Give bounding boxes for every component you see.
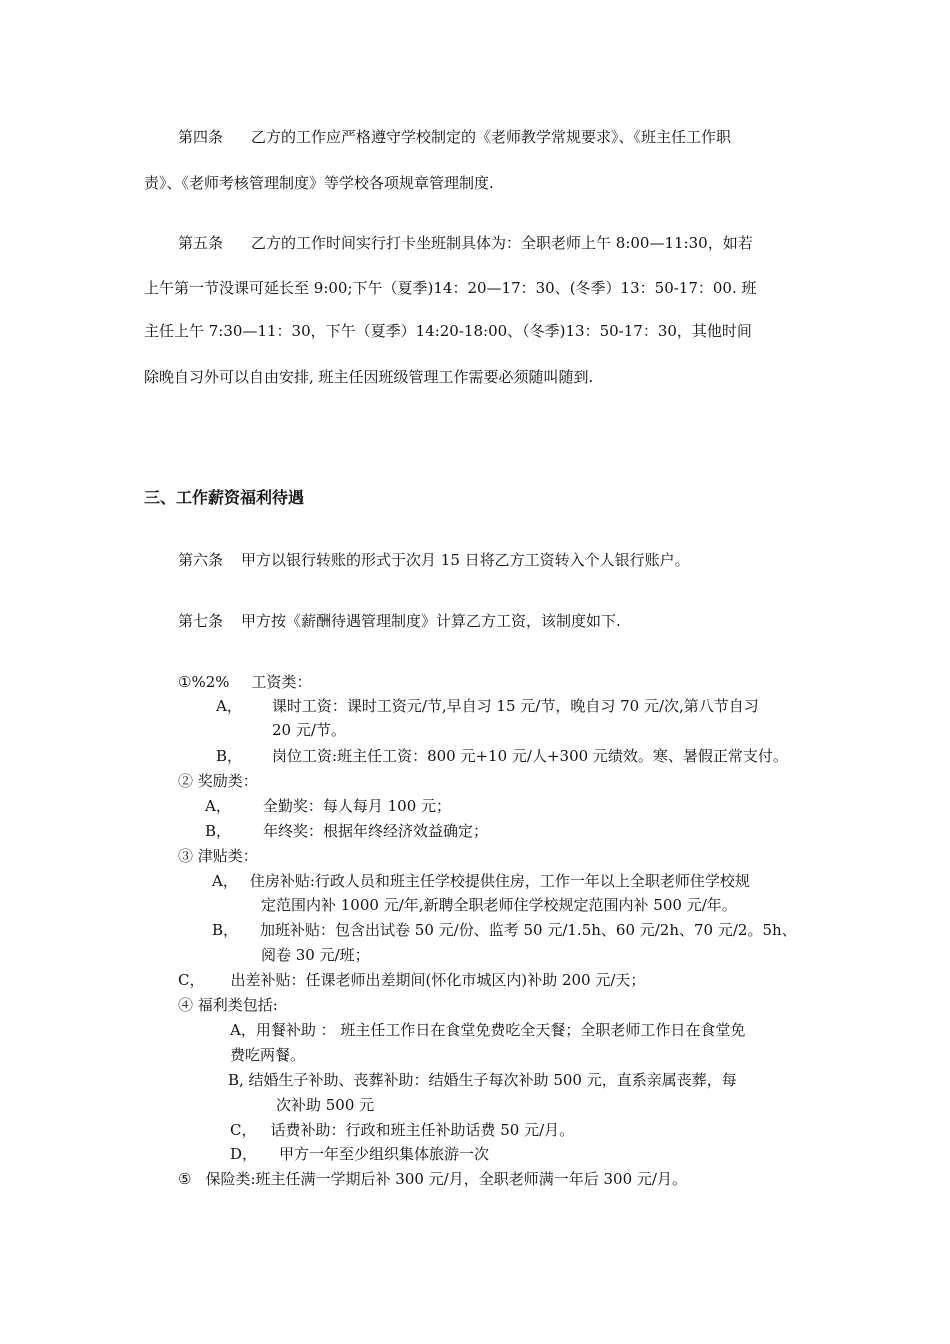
article-7 bbox=[178, 611, 621, 631]
category-1 bbox=[178, 672, 312, 692]
item-3a-line-1: A， 住房补贴:行政人员和班主任学校提供住房，工作一年以上全职老师住学校规 bbox=[212, 872, 750, 890]
item-3c: C， 出差补贴：任课老师出差期间(怀化市城区内)补助 200 元/天； bbox=[178, 971, 646, 989]
item-2a-marker: A， bbox=[205, 797, 231, 815]
item-3c-marker: C， bbox=[178, 971, 205, 989]
category-5-marker: ⑤ bbox=[178, 1170, 192, 1188]
category-1-title: 工资类： bbox=[251, 673, 312, 691]
item-2b-marker: B， bbox=[205, 822, 232, 840]
article-4-text: 乙方的工作应严格遵守学校制定的《老师教学常规要求》、《班主任工作职 bbox=[251, 128, 732, 146]
article-6 bbox=[178, 550, 690, 570]
section-heading: 三、工作薪资福利待遇 bbox=[144, 488, 305, 507]
item-2b: B， 年终奖：根据年终经济效益确定； bbox=[205, 822, 489, 840]
article-5-line-4: 除晚自习外可以自由安排, 班主任因班级管理工作需要必须随叫随到. bbox=[144, 368, 594, 386]
article-6-text: 甲方以银行转账的形式于次月 15 日将乙方工资转入个人银行账户。 bbox=[241, 551, 690, 569]
item-4b-line-2: 次补助 500 元 bbox=[276, 1096, 375, 1114]
item-1a-marker: A， bbox=[216, 697, 242, 715]
category-3: ③ 津贴类： bbox=[178, 847, 258, 865]
article-4-line-2: 责》、《老师考核管理制度》等学校各项规章管理制度. bbox=[144, 174, 494, 192]
item-4c-marker: C， bbox=[230, 1121, 257, 1139]
category-1-marker: ①%2% bbox=[178, 673, 230, 691]
category-2: ② 奖励类： bbox=[178, 772, 258, 790]
item-3b-line-2: 阅卷 30 元/班； bbox=[261, 946, 370, 964]
article-5-line-1 bbox=[178, 233, 753, 253]
article-7-text: 甲方按《薪酬待遇管理制度》计算乙方工资，该制度如下. bbox=[241, 612, 621, 630]
article-5-line-3: 主任上午 7:30—11：30，下午（夏季）14:20-18:00、（冬季)13：50-17：30，其他时间 bbox=[144, 322, 752, 340]
article-5-label: 第五条 bbox=[178, 234, 224, 252]
item-4a-line-2: 费吃两餐。 bbox=[230, 1046, 306, 1064]
article-5-line-2: 上午第一节没课可延长至 9:00;下午（夏季)14：20—17：30、(冬季）13：50-17：00. 班 bbox=[144, 279, 757, 297]
category-4: ④ 福利类包括: bbox=[178, 996, 278, 1014]
item-4b-line-1: B, 结婚生子补助、丧葬补助：结婚生子每次补助 500 元，直系亲属丧葬，每 bbox=[228, 1071, 737, 1089]
item-1b-marker: B， bbox=[216, 747, 243, 765]
item-1a-line-2: 20 元/节。 bbox=[272, 721, 346, 739]
item-1b: B， 岗位工资:班主任工资：800 元+10 元/人+300 元绩效。寒、暑假正常支付。 bbox=[216, 747, 788, 765]
article-4-line-1 bbox=[178, 127, 731, 147]
article-6-label: 第六条 bbox=[178, 551, 224, 569]
category-5: ⑤ 保险类:班主任满一学期后补 300 元/月，全职老师满一年后 300 元/月。 bbox=[178, 1170, 687, 1188]
item-4a-line-1: A，用餐补助 ： 班主任工作日在食堂免费吃全天餐；全职老师工作日在食堂免 bbox=[230, 1021, 746, 1039]
item-4c: C， 话费补助：行政和班主任补助话费 50 元/月。 bbox=[230, 1121, 575, 1139]
article-7-label: 第七条 bbox=[178, 612, 224, 630]
item-1a-line-1: A， 课时工资：课时工资元/节,早自习 15 元/节，晚自习 70 元/次,第八节自习 bbox=[216, 697, 759, 715]
item-3b-marker: B， bbox=[212, 921, 239, 939]
article-4-label: 第四条 bbox=[178, 128, 224, 146]
item-3a-marker: A， bbox=[212, 872, 238, 890]
item-2a: A， 全勤奖：每人每月 100 元； bbox=[205, 797, 452, 815]
item-4d-marker: D， bbox=[230, 1145, 258, 1163]
item-3a-line-2: 定范围内补 1000 元/年,新聘全职老师住学校规定范围内补 500 元/年。 bbox=[261, 896, 737, 914]
item-3b-line-1: B， 加班补贴：包含出试卷 50 元/份、监考 50 元/1.5h、60 元/2h、70 元/2。5h、 bbox=[212, 921, 797, 939]
article-5-text: 乙方的工作时间实行打卡坐班制具体为：全职老师上午 8:00—11:30，如若 bbox=[251, 234, 753, 252]
item-4d: D， 甲方一年至少组织集体旅游一次 bbox=[230, 1145, 490, 1163]
